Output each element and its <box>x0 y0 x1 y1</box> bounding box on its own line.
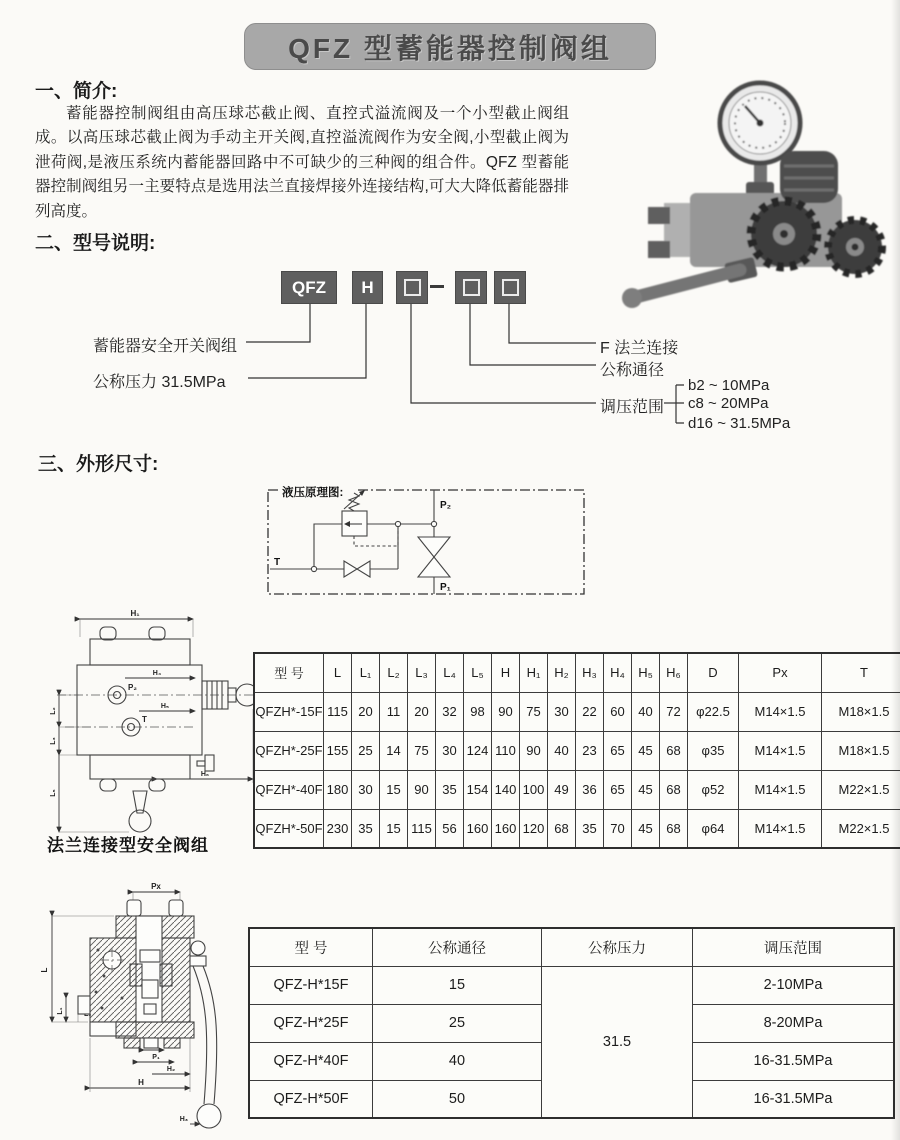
value-cell: 40 <box>632 692 660 731</box>
dim-h2-label: H₂ <box>166 1066 176 1073</box>
model-cell: QFZH*-15F <box>254 692 324 731</box>
value-cell: 16-31.5MPa <box>693 1042 895 1080</box>
section-dims-heading: 三、外形尺寸: <box>38 454 159 475</box>
value-cell: 160 <box>492 809 520 848</box>
value-cell: 68 <box>548 809 576 848</box>
port-p2-label: P₂ <box>128 683 137 692</box>
table-row <box>254 809 900 848</box>
dim-l-label: L <box>40 967 49 973</box>
code-dash <box>430 285 444 288</box>
value-cell: 90 <box>520 731 548 770</box>
value-cell: 50 <box>373 1080 542 1118</box>
dim-h5-label: H₅ <box>160 703 170 710</box>
value-cell: 124 <box>464 731 492 770</box>
dim-p1-label: P₁ <box>152 1054 160 1061</box>
value-cell: 60 <box>604 692 632 731</box>
value-cell: M14×1.5 <box>739 731 822 770</box>
value-cell: 36 <box>576 770 604 809</box>
column-header: H₆ <box>660 653 688 692</box>
column-header: H₂ <box>548 653 576 692</box>
value-cell: 45 <box>632 731 660 770</box>
code-box-h: H <box>352 271 383 304</box>
value-cell: 32 <box>436 692 464 731</box>
merged-pressure-cell: 31.5 <box>542 966 693 1118</box>
intro-paragraph: 蓄能器控制阀组由高压球芯截止阀、直控式溢流阀及一个小型截止阀组成。以高压球芯截止阀为手动主开关阀,直控溢流阀作为安全阀,小型截止阀为泄荷阀,是液压系统内蓄能器回路中不可缺少的三种阀的组合件。QFZ 型蓄能器控制阀组另一主要特点是选用法兰直接焊接外连接结构,可大大降低蓄能器排列高度。 <box>35 105 569 220</box>
value-cell: 90 <box>492 692 520 731</box>
port-p2-label: P₂ <box>440 500 452 511</box>
value-cell: φ52 <box>688 770 739 809</box>
port-t-label: T <box>274 557 281 568</box>
table-row <box>249 966 894 1004</box>
code-box-blank-2 <box>455 271 487 304</box>
value-cell: 154 <box>464 770 492 809</box>
dim-h6-label: H₆ <box>200 771 210 778</box>
blank-square-icon <box>463 279 480 296</box>
pipe-lines <box>270 490 434 594</box>
value-cell: 30 <box>548 692 576 731</box>
value-cell: M18×1.5 <box>822 692 900 731</box>
blank-square-icon <box>404 279 421 296</box>
column-header: Px <box>739 653 822 692</box>
code-box-qfz: QFZ <box>281 271 337 304</box>
schematic-title: 液压原理图: <box>282 487 344 499</box>
value-cell: 45 <box>632 809 660 848</box>
value-cell: 15 <box>373 966 542 1004</box>
table-row <box>254 692 900 731</box>
range-option-d: d16 ~ 31.5MPa <box>688 415 791 432</box>
value-cell: 20 <box>352 692 380 731</box>
valve-outline-drawing <box>45 605 260 837</box>
value-cell: 110 <box>492 731 520 770</box>
column-header: H₄ <box>604 653 632 692</box>
valve-section-drawing <box>30 880 245 1138</box>
value-cell: 49 <box>548 770 576 809</box>
column-header: 型 号 <box>249 928 373 966</box>
label-flange-connection: F 法兰连接 <box>600 340 679 357</box>
model-cell: QFZ-H*25F <box>249 1004 373 1042</box>
shutoff-valve-symbol <box>344 561 370 577</box>
column-header: H <box>492 653 520 692</box>
spec-table <box>248 927 895 1119</box>
value-cell: 20 <box>408 692 436 731</box>
label-valve-group: 蓄能器安全开关阀组 <box>93 338 238 355</box>
value-cell: M18×1.5 <box>822 731 900 770</box>
value-cell: 115 <box>324 692 352 731</box>
value-cell: 68 <box>660 731 688 770</box>
dim-h-label: H <box>138 1078 144 1087</box>
dim-h1-label: H₁ <box>130 609 140 618</box>
value-cell: 90 <box>408 770 436 809</box>
value-cell: 56 <box>436 809 464 848</box>
value-cell: φ35 <box>688 731 739 770</box>
scan-edge-shadow <box>891 0 900 1140</box>
label-nominal-pressure: 公称压力 31.5MPa <box>93 374 226 391</box>
value-cell: 160 <box>464 809 492 848</box>
value-cell: 98 <box>464 692 492 731</box>
value-cell: 155 <box>324 731 352 770</box>
model-code-diagram <box>0 258 900 448</box>
page-title: QFZ 型蓄能器控制阀组 <box>244 23 656 70</box>
value-cell: 230 <box>324 809 352 848</box>
hydraulic-schematic <box>258 480 588 606</box>
column-header: H₃ <box>576 653 604 692</box>
lever-handle <box>190 941 221 1128</box>
value-cell: 40 <box>373 1042 542 1080</box>
value-cell: 22 <box>576 692 604 731</box>
value-cell: 45 <box>632 770 660 809</box>
column-header: L₂ <box>380 653 408 692</box>
section-intro-heading: 一、简介: <box>35 81 118 102</box>
model-cell: QFZH*-50F <box>254 809 324 848</box>
dimension-table <box>253 652 900 849</box>
table-row <box>254 770 900 809</box>
value-cell: 30 <box>436 731 464 770</box>
dimension-lines <box>50 609 253 832</box>
label-nominal-diameter: 公称通径 <box>600 362 665 379</box>
value-cell: 180 <box>324 770 352 809</box>
drawing1-caption: 法兰连接型安全阀组 <box>47 836 209 855</box>
section-model-heading: 二、型号说明: <box>35 233 156 254</box>
value-cell: 2-10MPa <box>693 966 895 1004</box>
value-cell: 35 <box>352 809 380 848</box>
value-cell: 11 <box>380 692 408 731</box>
value-cell: 15 <box>380 809 408 848</box>
value-cell: 120 <box>520 809 548 848</box>
value-cell: M22×1.5 <box>822 770 900 809</box>
value-cell: 70 <box>604 809 632 848</box>
model-cell: QFZ-H*50F <box>249 1080 373 1118</box>
value-cell: 140 <box>492 770 520 809</box>
value-cell: 35 <box>576 809 604 848</box>
value-cell: φ64 <box>688 809 739 848</box>
blank-square-icon <box>502 279 519 296</box>
label-pressure-range: 调压范围 <box>600 399 665 416</box>
column-header: L₅ <box>464 653 492 692</box>
value-cell: 68 <box>660 809 688 848</box>
column-header: L₁ <box>352 653 380 692</box>
column-header: H₁ <box>520 653 548 692</box>
value-cell: 25 <box>373 1004 542 1042</box>
port-p1-label: P₁ <box>440 582 451 593</box>
code-box-blank-1 <box>396 271 428 304</box>
value-cell: M14×1.5 <box>739 809 822 848</box>
value-cell: 65 <box>604 731 632 770</box>
value-cell: 8-20MPa <box>693 1004 895 1042</box>
value-cell: 100 <box>520 770 548 809</box>
column-header: 公称通径 <box>373 928 542 966</box>
value-cell: M14×1.5 <box>739 770 822 809</box>
value-cell: 115 <box>408 809 436 848</box>
dim-px-label: Px <box>151 882 161 891</box>
column-header: L₃ <box>408 653 436 692</box>
value-cell: 75 <box>408 731 436 770</box>
value-cell: M14×1.5 <box>739 692 822 731</box>
relief-valve-symbol <box>342 490 398 546</box>
section-body <box>78 900 194 1048</box>
dim-h3-label: H₃ <box>179 1116 188 1123</box>
column-header: 调压范围 <box>693 928 895 966</box>
column-header: 型 号 <box>254 653 324 692</box>
column-header: L₄ <box>436 653 464 692</box>
model-cell: QFZH*-40F <box>254 770 324 809</box>
value-cell: 30 <box>352 770 380 809</box>
column-header: 公称压力 <box>542 928 693 966</box>
value-cell: M22×1.5 <box>822 809 900 848</box>
model-cell: QFZ-H*15F <box>249 966 373 1004</box>
column-header: D <box>688 653 739 692</box>
dim-l3-label: L₃ <box>50 737 57 745</box>
value-cell: 75 <box>520 692 548 731</box>
model-cell: QFZH*-25F <box>254 731 324 770</box>
dim-l2-label: L₂ <box>50 707 57 715</box>
dim-l1-label: L₁ <box>57 1007 64 1015</box>
value-cell: 15 <box>380 770 408 809</box>
column-header: H₅ <box>632 653 660 692</box>
value-cell: 35 <box>436 770 464 809</box>
value-cell: 25 <box>352 731 380 770</box>
range-option-c: c8 ~ 20MPa <box>688 395 769 412</box>
value-cell: 16-31.5MPa <box>693 1080 895 1118</box>
code-box-blank-3 <box>494 271 526 304</box>
value-cell: 65 <box>604 770 632 809</box>
value-cell: 14 <box>380 731 408 770</box>
value-cell: 68 <box>660 770 688 809</box>
table-row <box>254 731 900 770</box>
value-cell: 23 <box>576 731 604 770</box>
port-t-label: T <box>142 715 147 724</box>
dim-h4-label: H₄ <box>152 670 162 677</box>
column-header: T <box>822 653 900 692</box>
ball-valve-symbol <box>418 537 450 577</box>
dim-l5-label: L₅ <box>50 789 57 797</box>
value-cell: 40 <box>548 731 576 770</box>
value-cell: φ22.5 <box>688 692 739 731</box>
value-cell: 72 <box>660 692 688 731</box>
range-option-b: b2 ~ 10MPa <box>688 377 770 394</box>
model-cell: QFZ-H*40F <box>249 1042 373 1080</box>
valve-outline <box>57 627 258 832</box>
column-header: L <box>324 653 352 692</box>
